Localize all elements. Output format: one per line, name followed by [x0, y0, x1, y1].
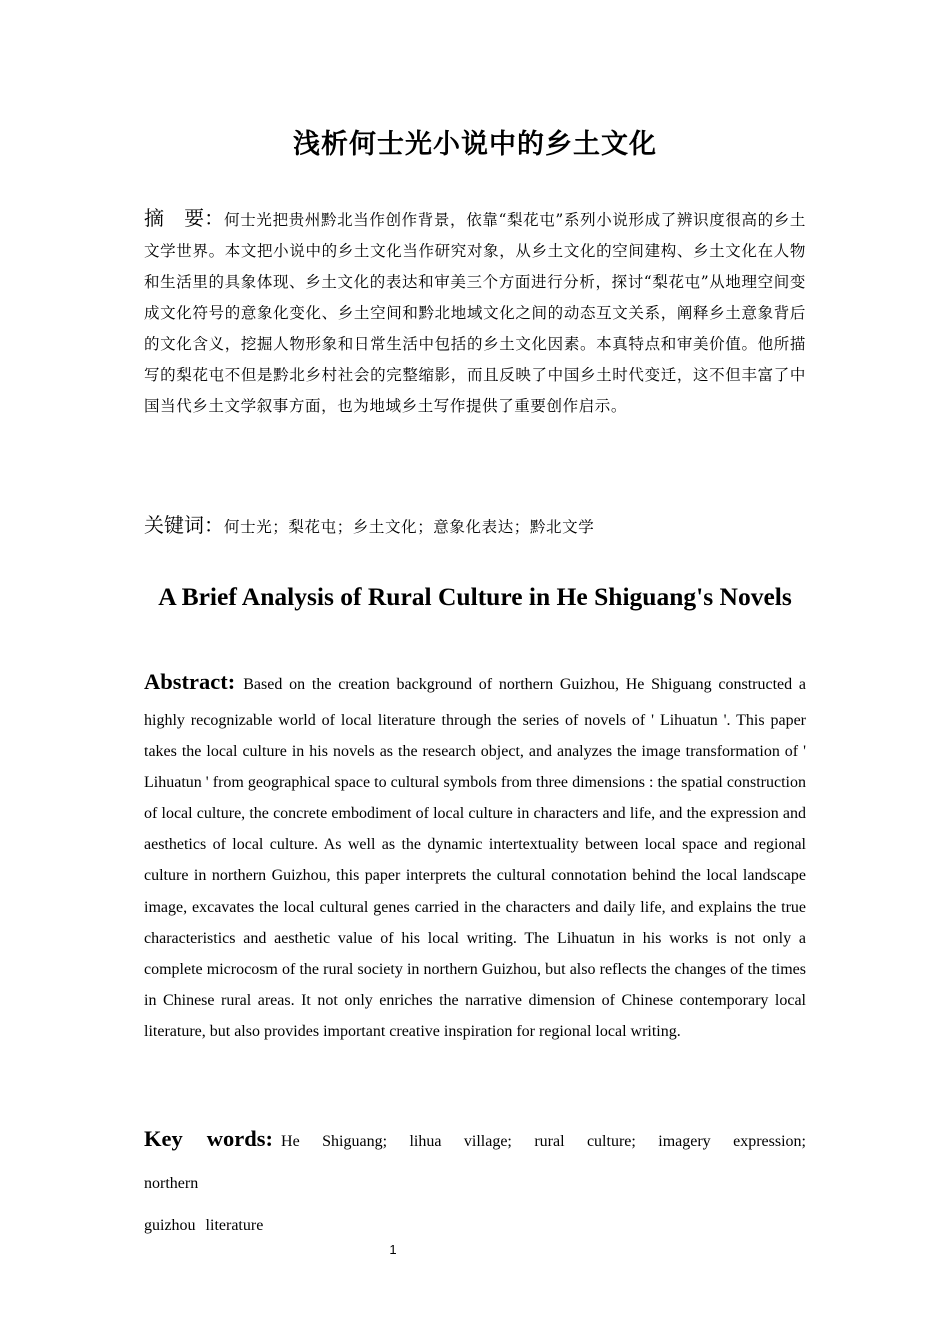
english-abstract — [144, 662, 806, 1047]
english-keywords — [144, 1118, 806, 1247]
chinese-abstract-label-a: 摘 — [144, 206, 165, 230]
chinese-abstract-label-b: 要： — [184, 206, 225, 230]
english-abstract-first-line: Based on the creation background of northern Guizhou, He Shiguang constructed a — [243, 676, 806, 693]
chinese-keywords-label: 关键词： — [144, 513, 224, 537]
english-title: A Brief Analysis of Rural Culture in He Shiguang's Novels — [158, 582, 792, 611]
english-keywords-first-line-wrap — [144, 1118, 806, 1205]
english-keywords-first-line: He Shiguang; lihua village; rural culture; imagery expression; northern — [144, 1133, 806, 1192]
english-keywords-second-line: guizhou literature — [144, 1217, 264, 1234]
chinese-abstract — [144, 203, 806, 422]
chinese-keywords — [144, 510, 806, 543]
chinese-abstract-label — [144, 206, 224, 230]
chinese-abstract-body: 的乡土文学世界。本文把小说中的乡土文化当作研究对象，从乡土文化的空间建构、乡土文化在人物和生活里的具象体现、乡土文化的表达和审美三个方面进行分析，探讨“梨花屯”从地理空间变成文化符号的意象化变化、乡土空间和黔北地域文化之间的动态互文关系，阐释乡土意象背后的文化含义，挖掘人物形象和日常生活中包括的乡土文化因素。本真特点和审美价值。他所描写的梨花屯不但是黔北乡村社会的完整缩影，而且反映了中国乡土时代变迁，这不但丰富了中国当代乡土文学叙事方面，也为地域乡土写作提供了重要创作启示。 — [144, 211, 806, 415]
chinese-title: 浅析何士光小说中的乡土文化 — [293, 129, 657, 160]
chinese-keywords-list: 何士光；梨花屯；乡土文化；意象化表达；黔北文学 — [224, 518, 595, 536]
english-abstract-first-line-wrap — [144, 662, 806, 705]
english-keywords-label: Key words: — [144, 1126, 274, 1151]
page-number: 1 — [389, 1242, 397, 1257]
english-abstract-label: Abstract: — [144, 669, 236, 694]
english-abstract-body: highly recognizable world of local literature through the series of novels of ' Lihuatun '. This paper takes the local culture in his novels as the research object, and analyzes the image transformation of ' Lihuatun ' from geographical space to cultural symbols from three dimensions : the spatial construction of local culture, the concrete embodiment of local culture in characters and life, and the expression and aesthetics of local culture. As well as the dynamic intertextuality between local space and regional culture in northern Guizhou, this paper interprets the cultural connotation behind the local landscape image, excavates the local cultural genes carried in the characters and daily life, and explains the true characteristics and aesthetic value of his local writing. The Lihuatun in his works is not only a complete microcosm of the rural society in northern Guizhou, but also reflects the changes of the times in Chinese rural areas. It not only enriches the narrative dimension of Chinese contemporary local literature, but also provides important creative inspiration for regional local writing. — [144, 712, 806, 1040]
chinese-abstract-first-line: 何士光把贵州黔北当作创作背景，依靠“梨花屯”系列小说形成了辨识度很高 — [224, 211, 758, 229]
